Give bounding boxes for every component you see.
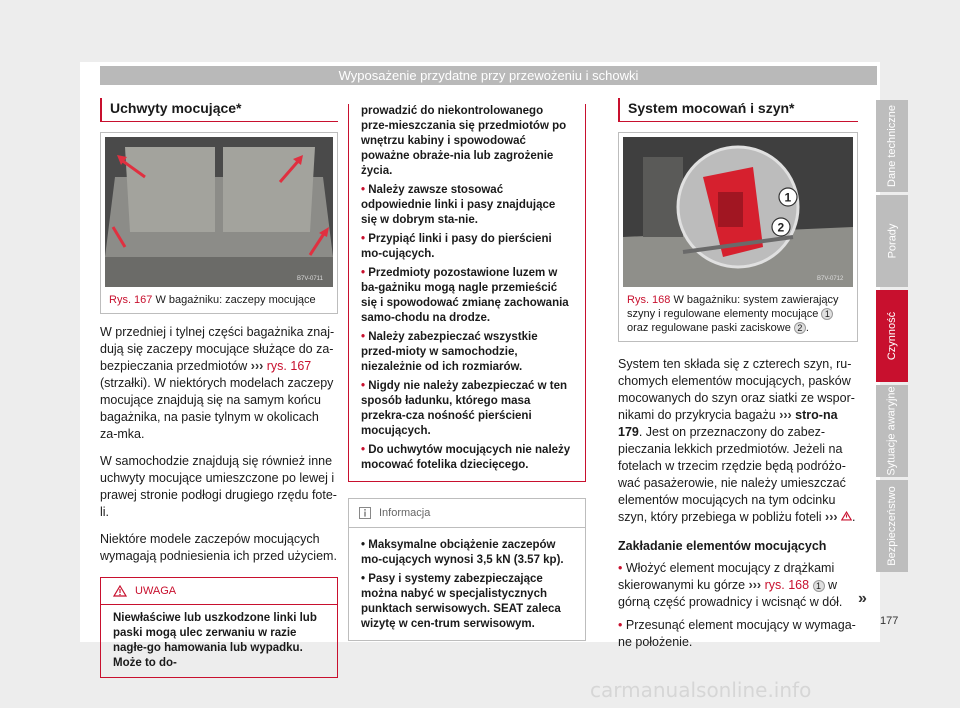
column-1 [100, 98, 338, 678]
info-header [349, 499, 585, 528]
tab-label: Porady [886, 223, 899, 259]
bullet-icon: • [618, 618, 626, 632]
rail-system-image [623, 137, 853, 287]
caption-text: W bagażniku: system zawierający szyny i regulowane elementy mocujące [627, 294, 839, 320]
tab-label: Bezpieczeństwo [886, 486, 898, 566]
bullet-text: Należy zabezpieczać wszystkie przed-mioty w samochodzie, niezależnie od ich rozmiarów. [361, 331, 538, 373]
next-page-marker: » [858, 590, 867, 607]
warning-bullet [361, 379, 573, 439]
warning-bullet [361, 232, 573, 262]
text: w górną część prowadnicy i wcisnąć w dół. [618, 578, 843, 609]
tab-label: Sytuacje awaryjne [886, 386, 898, 476]
warning-title: UWAGA [135, 585, 177, 597]
warning-bullet [361, 266, 573, 326]
watermark: carmanualsonline.info [590, 678, 812, 702]
bullet-icon: • [361, 233, 369, 245]
bullet-icon: • [361, 573, 369, 585]
text: Włożyć element mocujący z drążkami skierowanymi ku górze [618, 561, 835, 592]
column-2 [348, 98, 586, 641]
warning-header [101, 578, 337, 605]
warning-bullet [361, 183, 573, 228]
warning-continued [348, 104, 586, 482]
warning-cont-text: prowadzić do niekontrolowanego prze-mieszczania się przedmiotów po wnętrzu kabiny i spowodować poważne obraże-nia lub zagrożenie życia. [361, 105, 567, 177]
bullet-text: Przedmioty pozostawione luzem w ba-gażniku mogą nagle przemieścić się i spowodować zmianę zachowania samo-chodu na drodze. [361, 267, 569, 324]
subsection-title: Zakładanie elementów mocujących [618, 539, 827, 553]
arrow-ref-icon: ››› [779, 408, 792, 422]
bullet-text: Do uchwytów mocujących nie należy mocować fotelika dziecięcego. [361, 444, 571, 471]
text: (strzałki). W niektórych modelach zaczepy mocujące znajdują się na samym końcu bagażnika, na pasie tylnym w okolicach za-mka. [100, 376, 334, 441]
page-number: 177 [880, 615, 899, 627]
bullet-text: Przypiąć linki i pasy do pierścieni mo-cujących. [361, 233, 552, 260]
bullet-text: Nigdy nie należy zabezpieczać w ten sposób ładunku, którego masa przekra-cza nośność pierścieni mocujących. [361, 380, 567, 437]
warning-triangle-icon[interactable] [841, 511, 852, 521]
caption-text: oraz regulowane paski zaciskowe [627, 322, 794, 334]
warning-triangle-icon [113, 585, 127, 597]
callout-2-badge: 2 [794, 322, 806, 334]
figure-code: B7V-0712 [817, 276, 844, 282]
rail-paragraph: System ten składa się z czterech szyn, ru-chomych elementów mocujących, pasków mocowanych do szyn oraz siatki ze wspor-nikami do przykrycia bagażu ››› stro-na 179. Jest on przeznaczony do zabez-pieczania lekkich przedmiotów. Jeżeli na fotelach w trzecim rzędzie będą podróżo-wać pasażerowie, nie należy umieszczać elementów mocujących na tym odcinku szyn, który przebiega w pobliżu foteli ››› . [618, 357, 856, 524]
bullet-icon: • [618, 561, 626, 575]
figure-caption [105, 287, 333, 309]
column-3 [618, 98, 858, 651]
chapter-header: Wyposażenie przydatne przy przewożeniu i schowki [100, 66, 877, 85]
step-bullet-2 [618, 617, 858, 651]
callout-1-badge: 1 [813, 580, 825, 592]
paragraph-3: Niektóre modele zaczepów mocujących wymagają podniesienia ich przed użyciem. [100, 532, 337, 563]
bullet-text: Maksymalne obciążenie zaczepów mo-cujących wynosi 3,5 kN (3.57 kp). [361, 539, 564, 566]
bullet-icon: • [361, 184, 369, 196]
warning-bullet [361, 330, 573, 375]
manual-page [80, 62, 880, 669]
callout-1-badge: 1 [821, 308, 833, 320]
figure-caption [623, 287, 853, 337]
section-title-mounting-hooks: Uchwyty mocujące* [100, 98, 338, 122]
chapter-sidebar [876, 100, 908, 575]
paragraph-2: W samochodzie znajdują się również inne uchwyty mocujące umieszczone po lewej i prawej stronie podłogi drugiego rzędu fote-li. [100, 454, 337, 519]
tab-technical-data[interactable] [876, 100, 908, 192]
link-figure-167[interactable]: rys. 167 [266, 359, 312, 373]
caption-text: . [805, 322, 809, 334]
warning-box [100, 577, 338, 678]
text: Przesunąć element mocujący w wymaga-ne położenie. [618, 618, 856, 649]
info-icon [359, 507, 371, 519]
figure-label: Rys. 168 [627, 294, 671, 306]
arrow-ref-icon: ››› [825, 510, 838, 524]
section-title-rail-system: System mocowań i szyn* [618, 98, 858, 122]
bullet-icon: • [361, 380, 369, 392]
text: . Jest on przeznaczony do zabez-pieczania lekkich przedmiotów. Jeżeli na fotelach w trzecim rzędzie będą podróżo-wać pasażerowie, nie należy umieszczać elementów mocujących na tym odcinku szyn, który przebiega w pobliżu foteli [618, 425, 846, 524]
callout-2-label: 2 [777, 220, 785, 235]
link-figure-168[interactable]: rys. 168 [764, 578, 810, 592]
bullet-text: Należy zawsze stosować odpowiednie linki i pasy znajdujące się w dobrym sta-nie. [361, 184, 556, 226]
rail-illustration [623, 137, 853, 287]
info-title: Informacja [379, 507, 431, 519]
callout-1-label: 1 [784, 190, 792, 205]
arrow-ref-icon: ››› [748, 578, 762, 592]
text: System ten składa się z czterech szyn, ru-chomych elementów mocujących, pasków mocowanych do szyn oraz siatki ze wspor-nikami do przykrycia bagażu [618, 357, 855, 422]
tab-emergencies[interactable] [876, 385, 908, 477]
bullet-icon: • [361, 539, 369, 551]
trunk-hooks-image [105, 137, 333, 287]
figure-code: B7V-0711 [297, 276, 323, 282]
tab-label: Dane techniczne [886, 105, 899, 187]
paragraph-1 [100, 324, 338, 443]
text: W przedniej i tylnej części bagażnika znaj-dują się zaczepy mocujące służące do za-bezpieczania przedmiotów [100, 325, 335, 373]
warning-text: Niewłaściwe lub uszkodzone linki lub paski mogą ulec zerwaniu w razie nagłe-go hamowania lub wypadku. Może to do- [113, 612, 317, 669]
tab-label: Czynność [886, 311, 899, 361]
figure-168 [618, 132, 858, 342]
info-bullet [361, 572, 573, 632]
tab-operation[interactable] [876, 290, 908, 382]
warning-bullet [361, 443, 573, 473]
bullet-icon: • [361, 267, 369, 279]
info-body [349, 528, 585, 640]
arrow-ref-icon: ››› [250, 359, 264, 373]
tab-advice[interactable] [876, 195, 908, 287]
bullet-icon: • [361, 331, 369, 343]
tab-safety[interactable] [876, 480, 908, 572]
bullet-icon: • [361, 444, 369, 456]
step-bullet-1 [618, 560, 858, 611]
info-box [348, 498, 586, 641]
figure-caption-text: W bagażniku: zaczepy mocujące [155, 294, 316, 306]
bullet-text: Pasy i systemy zabezpieczające można nabyć w specjalistycznych punktach serwisowych. SEAT zaleca wizytę w cen-trum serwisowym. [361, 573, 561, 630]
link-page-179[interactable]: stro-na 179 [618, 408, 838, 439]
figure-167 [100, 132, 338, 314]
info-bullet [361, 538, 573, 568]
figure-label: Rys. 167 [109, 294, 153, 306]
trunk-illustration [105, 137, 333, 287]
